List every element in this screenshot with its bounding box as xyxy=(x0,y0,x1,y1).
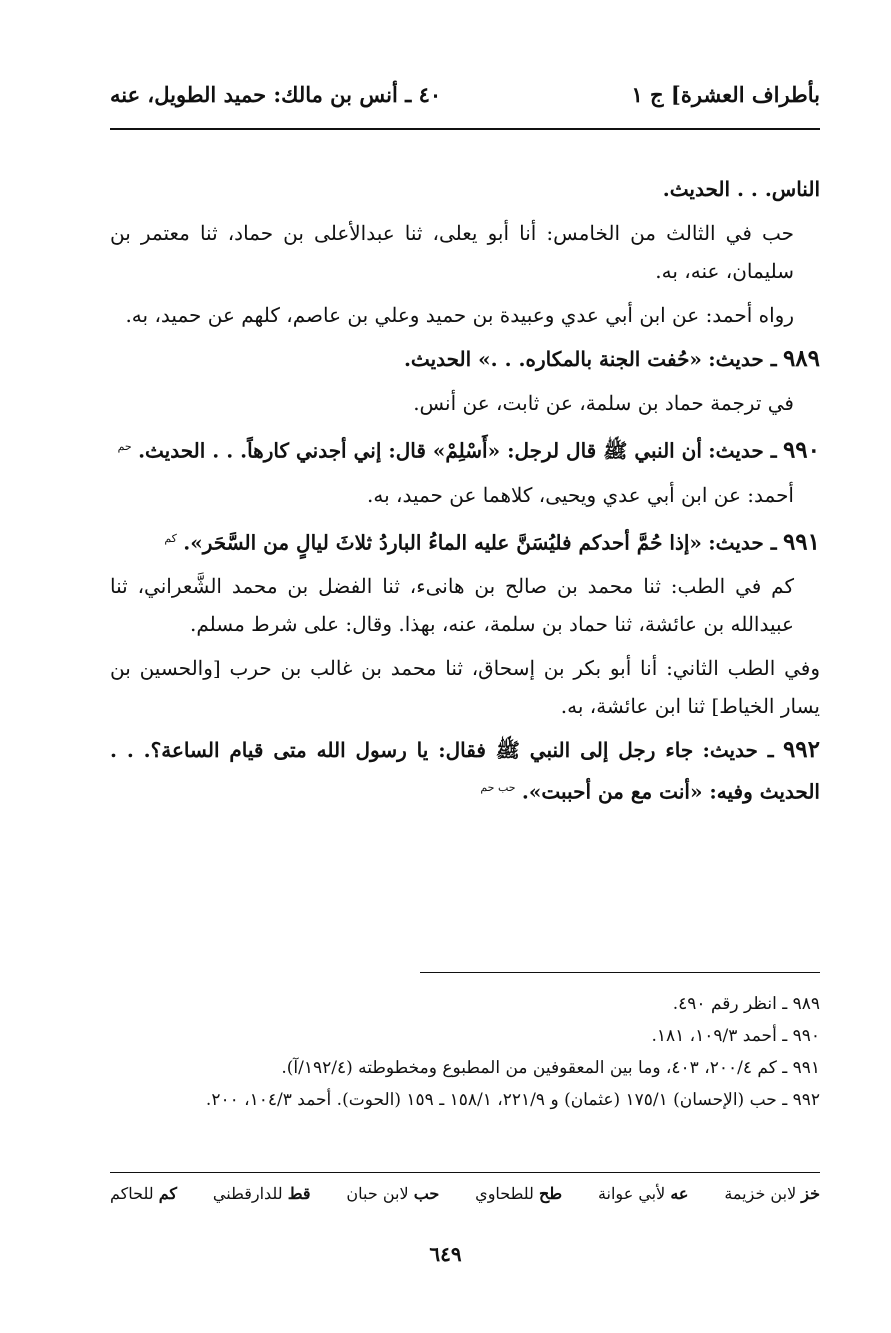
main-text xyxy=(110,170,820,817)
hadith-label: ـ حديث: xyxy=(708,438,777,463)
hadith-text: «إذا حُمَّ أحدكم فليُسَنَّ عليه الماءُ الباردُ ثلاثَ ليالٍ من السَّحَر». xyxy=(183,530,702,555)
hadith-number: ٩٩٢ xyxy=(782,736,820,764)
page-number: ٦٤٩ xyxy=(429,1242,462,1266)
hadith-note: كم في الطب: ثنا محمد بن صالح بن هانىء، ثنا الفضل بن محمد الشَّعراني، ثنا عبيدالله بن عائشة، ثنا حماد بن سلمة، عنه، بهذا. وقال: على شرط مسلم. xyxy=(110,574,794,637)
legend-item: خز لابن خزيمة xyxy=(724,1184,820,1203)
header-book-title: بأطراف العشرة] ج ١ xyxy=(631,82,820,107)
header-chapter-title: ٤٠ ـ أنس بن مالك: حميد الطويل، عنه xyxy=(110,82,442,107)
hadith-label: ـ حديث: xyxy=(702,738,774,763)
hadith-number: ٩٨٩ xyxy=(782,345,820,372)
paragraph: حب في الثالث من الخامس: أنا أبو يعلى، ثنا عبدالأعلى بن حماد، ثنا معتمر بن سليمان، عنه، به. xyxy=(110,221,794,283)
hadith-number: ٩٩١ xyxy=(782,528,820,556)
hadith-text: «حُفت الجنة بالمكاره. . .» الحديث. xyxy=(403,347,702,371)
footnotes xyxy=(110,988,820,1116)
legend-item: كم للحاكم xyxy=(110,1184,178,1203)
hadith-entry xyxy=(110,520,820,562)
legend-item: حب لابن حبان xyxy=(346,1184,440,1203)
paragraph: رواه أحمد: عن ابن أبي عدي وعبيدة بن حميد وعلي بن عاصم، كلهم عن حميد، به. xyxy=(125,303,794,327)
footnote: ٩٩٠ ـ أحمد ١٠٩/٣، ١٨١. xyxy=(651,1026,820,1046)
source-marker: كم xyxy=(164,531,177,545)
header-rule xyxy=(110,128,820,130)
hadith-note: أحمد: عن ابن أبي عدي ويحيى، كلاهما عن حميد، به. xyxy=(367,482,794,507)
legend-item: قط للدارقطني xyxy=(212,1184,311,1203)
hadith-text: جاء رجل إلى النبي ﷺ فقال: يا رسول الله متى قيام الساعة؟. . . الحديث وفيه: «أنت مع من أحببت». xyxy=(110,738,820,804)
footnote: ٩٩١ ـ كم ٢٠٠/٤، ٤٠٣، وما بين المعقوفين من المطبوع ومخطوطته (١٩٢/٤/آ). xyxy=(281,1058,820,1078)
legend-item: عه لأبي عوانة xyxy=(597,1184,689,1203)
hadith-note: في ترجمة حماد بن سلمة، عن ثابت، عن أنس. xyxy=(413,391,794,415)
hadith-text: أن النبي ﷺ قال لرجل: «أَسْلِمْ» قال: إني أجدني كارهاً. . . الحديث. xyxy=(138,438,702,463)
legend-item: طح للطحاوي xyxy=(475,1184,563,1203)
hadith-entry xyxy=(110,731,820,811)
source-marker: حب حم xyxy=(480,781,516,795)
legend-rule xyxy=(110,1172,820,1173)
hadith-label: ـ حديث: xyxy=(708,347,777,371)
source-marker: حم xyxy=(117,440,132,453)
hadith-entry xyxy=(110,428,820,470)
footnote: ٩٨٩ ـ انظر رقم ٤٩٠. xyxy=(672,994,820,1014)
hadith-note: وفي الطب الثاني: أنا أبو بكر بن إسحاق، ثنا محمد بن غالب بن حرب [والحسين بن يسار الخياط] ثنا ابن عائشة، به. xyxy=(110,656,820,719)
hadith-label: ـ حديث: xyxy=(708,530,777,555)
hadith-number: ٩٩٠ xyxy=(782,436,820,464)
footnote: ٩٩٢ ـ حب (الإحسان) ١٧٥/١ (عثمان) و ٢٢١/٩، ١٥٨/١ ـ ١٥٩ (الحوت). أحمد ١٠٤/٣، ٢٠٠. xyxy=(205,1090,820,1110)
paragraph: الناس. . . الحديث. xyxy=(662,177,820,201)
abbreviation-legend xyxy=(110,1184,820,1203)
hadith-entry xyxy=(110,340,820,378)
footnote-separator xyxy=(420,972,820,973)
running-header xyxy=(110,82,820,122)
